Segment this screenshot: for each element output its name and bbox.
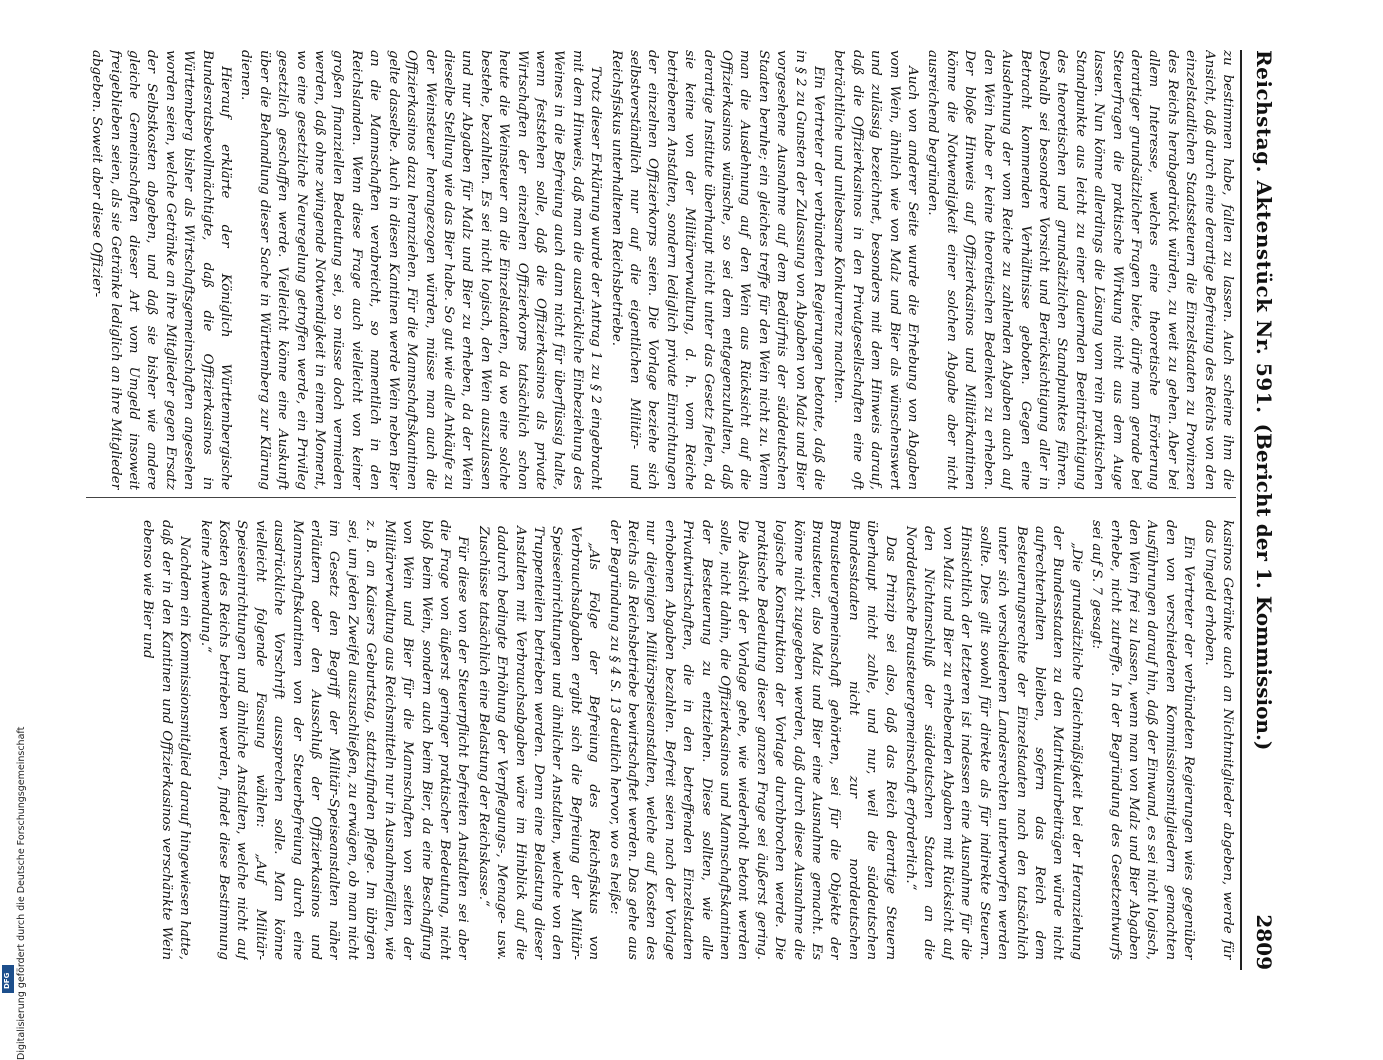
right-column <box>86 520 1236 960</box>
paragraph: zu bestimmen habe, fallen zu lassen. Auch scheine ihm die Ansicht, daß durch eine derartige Befreiung des Reichs von den einzelstaatlichen Staatssteuern die Einzelstaaten zu Provinzen des Reichs herabgedrückt würden, zu weit zu gehen. Aber bei allem Interesse, welches eine theoretische Erörterung derartiger grundsätzlicher Fragen biete, dürfe man gerade bei Steuerfragen die praktische Wirkung nicht aus dem Auge lassen. Nun könne allerdings die Lösung vom rein praktischen Standpunkte aus leicht zu einer dauernden Beeinträchtigung des theoretischen und grundsätzlichen Standpunktes führen. Deshalb sei besondere Vorsicht und Berücksichtigung aller in Betracht kommenden Verhältnisse geboten. Gegen eine Ausdehnung der vom Reiche zu zahlenden Abgaben auch auf den Wein habe er keine theoretischen Bedenken zu erheben. Der bloße Hinweis auf Offizierkasinos und Militärkantinen könne die Notwendigkeit einer solchen Abgabe aber nicht ausreichend begründen. <box>925 50 1235 490</box>
paragraph: Trotz dieser Erklärung wurde der Antrag 1 zu § 2 eingebracht mit dem Hinweis, daß man die ausdrückliche Einbeziehung des Weines in die Befreiung auch dann nicht für überflüssig halte, wenn feststehen solle, daß die Offizierkasinos als private Wirtschaften der einzelnen Offizierkorps tatsächlich schon heute die Weinsteuer an die Einzelstaaten, da wo eine solche bestehe, bezahlten. Es sei nicht logisch, den Wein auszulassen und nur Abgaben für Malz und Bier zu erheben, da der Wein dieselbe Stellung wie das Bier habe. So gut wie alle Ankäufe zu der Weinsteuer herangezogen würden, müsse man auch die Offizierkasinos dazu heranziehen. Für die Mannschaftskantinen gelte dasselbe. Auch in diesen Kantinen werde Wein neben Bier an die Mannschaften verabreicht, so namentlich in den Reichslanden. Wenn diese Frage auch vielleicht von keiner großen finanziellen Bedeutung sei, so müsse doch vermieden werden, daß ohne zwingende Notwendigkeit in einem Moment, wo eine gesetzliche Neuregelung getroffen werde, ein Privileg gesetzlich geschaffen werde. Vielleicht könne eine Auskunft über die Behandlung dieser Sache in Württemberg zur Klärung dienen. <box>238 50 604 490</box>
column-divider <box>86 497 1236 498</box>
quotation: „Die grundsätzliche Gleichmäßigkeit bei der Heranziehung der Bundesstaaten zu den Matrikularbeiträgen würde nicht aufrechterhalten bleiben, sofern das Reich dem Besteuerungsrechte der Einzelstaaten nach den tatsächlich unter sich verschiedenen Landesrechten unterworfen werden sollte. Dies gilt sowohl für direkte als für indirekte Steuern. Hinsichtlich der letzteren ist indessen eine Ausnahme für die von Malz und Bier zu erhebenden Abgaben mit Rücksicht auf den Nichtanschluß der süddeutschen Staaten an die Norddeutsche Brausteuergemeinschaft erforderlich.“ <box>903 526 1084 960</box>
paragraph: Nachdem ein Kommissionsmitglied darauf hingewiesen hatte, daß der in den Kantinen und Offizierkasinos verschänkte Wein ebenso wie Bier und <box>140 520 193 960</box>
paragraph: Ein Vertreter der verbündeten Regierungen wies gegenüber den von verschiedenen Kommissionsmitgliedern gemachten Ausführungen darauf hin, daß der Einwand, es sei nicht logisch, den Wein frei zu lassen, wenn man von Malz und Bier Abgaben erhebe, nicht zutreffe. In der Begründung des Gesetzentwurfs sei auf S. 7 gesagt: <box>1089 520 1197 960</box>
header-title: Reichstag. Aktenstück Nr. 591. <box>1252 50 1276 414</box>
funding-sidebar <box>2 60 27 1060</box>
dfg-logo-text: DFG <box>3 972 11 989</box>
funding-note: Digitalisierung gefördert durch die Deutsche Forschungsgemeinschaft <box>16 726 27 1060</box>
page-number: 2809 <box>1252 914 1276 970</box>
dfg-logo-icon <box>2 965 14 993</box>
paragraph: Hierauf erklärte der Königlich Württembergische Bundesratsbevollmächtigte, daß die Offizierkasinos in Württemberg bisher als Wirtschaftsgemeinschaften angesehen worden seien, welche Getränke an ihre Mitglieder gegen Ersatz der Selbstkosten abgeben, und daß sie bisher wie andere gleiche Gemeinschaften dieser Art vom Umgeld insoweit freigeblieben seien, als sie Getränke lediglich an ihre Mitglieder abgeben. Soweit aber diese Offizier- <box>89 50 234 490</box>
header-right <box>1252 424 1276 970</box>
paragraph: Auch von anderer Seite wurde die Erhebung von Abgaben vom Wein, ähnlich wie von Malz und Bier als wünschenswert und zulässig bezeichnet, besonders mit dem Hinweis darauf, daß die Offizierkasinos in den Privatgesellschaften eine oft beträchtliche und unliebsame Konkurrenz machten. <box>831 50 921 490</box>
paragraph: Für diese von der Steuerpflicht befreiten Anstalten sei aber die Frage von äußerst geringer praktischer Bedeutung, nicht bloß beim Wein, sondern auch beim Bier, da eine Beschaffung von Wein und Bier für die Mannschaften von seiten der Militärverwaltung aus Reichsmitteln nur in Ausnahmefällen, wie z. B. an Kaisers Geburtstag, stattzufinden pflege. Im übrigen sei, um jeden Zweifel auszuschließen, zu erwägen, ob man nicht im Gesetz den Begriff der Militär-Speiseanstalten näher erläutern oder den Ausschluß der Offizierkasinos und Mannschaftskantinen von der Steuerbefreiung durch eine ausdrückliche Vorschrift aussprechen solle. Man könne vielleicht folgende Fassung wählen: „Auf Militär-Speiseeinrichtungen und ähnliche Anstalten, welche nicht auf Kosten des Reichs betrieben werden, findet diese Bestimmung keine Anwendung.“ <box>197 520 471 960</box>
paragraph: Das Prinzip sei also, daß das Reich derartige Steuern überhaupt nicht zahle, und nur, weil die süddeutschen Bundesstaaten nicht zur norddeutschen Brausteuergemeinschaft gehörten, sei für die Objekte der Brausteuer, also Malz und Bier eine Ausnahme gemacht. Es könne nicht zugegeben werden, daß durch diese Ausnahme die logische Konstruktion der Vorlage durchbrochen werde. Die praktische Bedeutung dieser ganzen Frage sei äußerst gering. Die Absicht der Vorlage gehe, wie wiederholt betont werden solle, nicht dahin, die Offizierkasinos und Mannschaftskantinen der Besteuerung zu entziehen. Diese sollten, wie alle Privatwirtschaften, die in den betreffenden Einzelstaaten erhobenen Abgaben bezahlen. Befreit seien nach der Vorlage nur diejenigen Militärspeiseanstalten, welche auf Kosten des Reichs als Reichsbetriebe bewirtschaftet werden. Das gehe aus der Begründung zu § 4 S. 13 deutlich hervor, wo es heiße: <box>606 520 898 960</box>
header-commission: (Bericht der 1. Kommission.) <box>1252 423 1276 751</box>
paragraph: kasinos Getränke auch an Nichtmitglieder abgeben, werde für das Umgeld erhoben. <box>1201 520 1235 960</box>
document-page <box>80 0 1300 1000</box>
paragraph: Ein Vertreter der verbündeten Regierungen betonte, daß die in § 2 zu Gunsten der Zulassung von Abgaben von Malz und Bier vorgesehene Ausnahme auf dem Bedürfnis der süddeutschen Staaten beruhe; ein gleiches treffe für den Wein nicht zu. Wenn man die Ausdehnung auf den Wein aus Rücksicht auf die Offizierkasinos wünsche, so sei dem entgegenzuhalten, daß derartige Institute überhaupt nicht unter das Gesetz fielen, da sie keine von der Militärverwaltung, d. h. vom Reiche betriebenen Anstalten, sondern lediglich private Einrichtungen der einzelnen Offizierkorps seien. Die Vorlage beziehe sich selbstverständlich nur auf die eigentlichen Militär- und Reichsfiskus unterhaltenen Reichsbetriebe. <box>608 50 827 490</box>
left-column <box>86 50 1236 490</box>
quotation: „Als Folge der Befreiung des Reichsfiskus von Verbrauchsabgaben ergibt sich die Befreiung der Militär-Speiseeinrichtungen und ähnlicher Anstalten, welche von den Truppenteilen betrieben werden. Denn eine Belastung dieser Anstalten mit Verbrauchsabgaben wäre im Hinblick auf die dadurch bedingte Erhöhung der Verpflegungs-, Menage- usw. Zuschüsse tatsächlich eine Belastung der Reichskasse.“ <box>475 526 602 960</box>
page-header <box>1240 50 1282 970</box>
